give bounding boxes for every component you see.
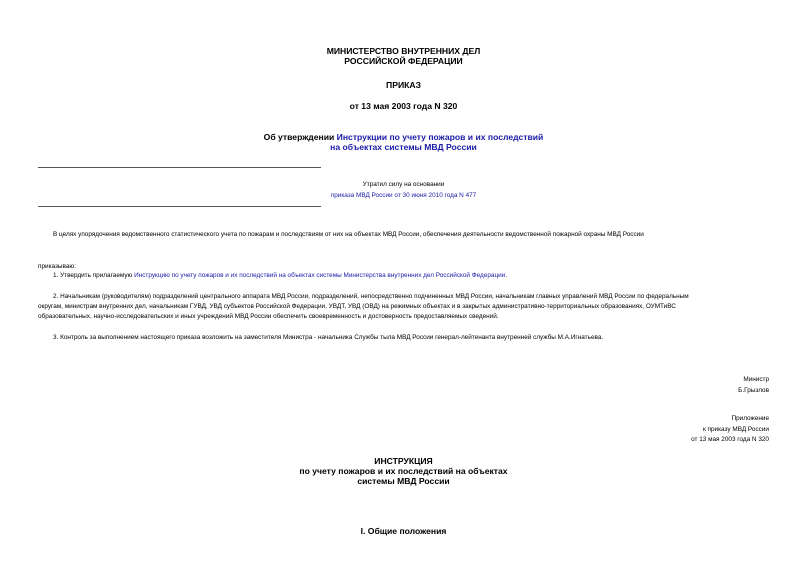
item1-prefix: 1. Утвердить прилагаемую <box>53 272 135 279</box>
document-type: ПРИКАЗ <box>386 80 421 90</box>
instruction-subtitle-line2: системы МВД России <box>357 476 450 486</box>
item1-suffix: . <box>505 272 508 279</box>
repeal-order-link[interactable]: приказа МВД России от 30 июня 2010 года N 477 <box>330 192 477 199</box>
appendix-block <box>691 414 769 446</box>
instruction-title: ИНСТРУКЦИЯ <box>374 456 433 466</box>
ministry-name-line1: МИНИСТЕРСТВО ВНУТРЕННИХ ДЕЛ <box>326 46 481 56</box>
appendix-label: Приложение <box>731 415 769 422</box>
section-heading: I. Общие положения <box>360 526 447 536</box>
appendix-reference: к приказу МВД России <box>702 425 769 433</box>
order-word: приказываю: <box>38 263 76 270</box>
status-notice-link-row <box>0 192 807 200</box>
order-item-2-line1: 2. Начальникам (руководителям) подразделений центрального аппарата МВД России, подразделений, непосредственно подчиненных МВД России, начальникам главных управлений МВД России по федеральным <box>53 293 689 300</box>
status-notice: Утратил силу на основании <box>362 181 445 188</box>
title-prefix: Об утверждении <box>263 132 337 142</box>
intro-paragraph: В целях упорядочения ведомственного статистического учета по пожарам и последствиям от них на объектах МВД России, обеспечения деятельности ведомственной пожарной охраны МВД России <box>53 231 644 238</box>
document-title-line1 <box>0 132 807 142</box>
instruction-title-link-line2[interactable]: на объектах системы МВД России <box>330 142 477 152</box>
document-date-number: от 13 мая 2003 года N 320 <box>349 101 458 111</box>
divider-top <box>38 167 321 168</box>
instruction-title-link[interactable]: Инструкции по учету пожаров и их последствий <box>336 132 544 142</box>
order-item-3: 3. Контроль за выполнением настоящего приказа возложить на заместителя Министра - начальника Службы тыла МВД России генерал-лейтенанта внутренней службы М.А.Игнатьева. <box>53 334 604 341</box>
divider-bottom <box>38 206 321 207</box>
appendix-date: от 13 мая 2003 года N 320 <box>691 436 769 443</box>
document-title-line2 <box>0 142 807 152</box>
order-item-1 <box>53 271 507 282</box>
order-item-2-line2: округам, министрам внутренних дел, начальникам ГУВД, УВД субъектов Российской Федерации, УВДТ, УВД (ОВД) на режимных объектах и в закрытых административно-территориальных образованиях, ОУМТиВС <box>38 303 676 310</box>
ministry-name-line2: РОССИЙСКОЙ ФЕДЕРАЦИИ <box>344 56 463 66</box>
signature-block <box>738 375 769 396</box>
signatory-name: Б.Грызлов <box>738 386 769 394</box>
order-item-2-line3: образовательных, научно-исследовательских и иных учреждений МВД России обеспечить своевременность и достоверность предоставляемых сведений. <box>38 313 499 320</box>
instruction-subtitle-line1: по учету пожаров и их последствий на объектах <box>299 466 508 476</box>
instruction-link[interactable]: Инструкцию по учету пожаров и их последствий на объектах системы Министерства внутренних дел Российской Федерации <box>134 272 506 279</box>
signatory-position: Министр <box>743 376 769 383</box>
